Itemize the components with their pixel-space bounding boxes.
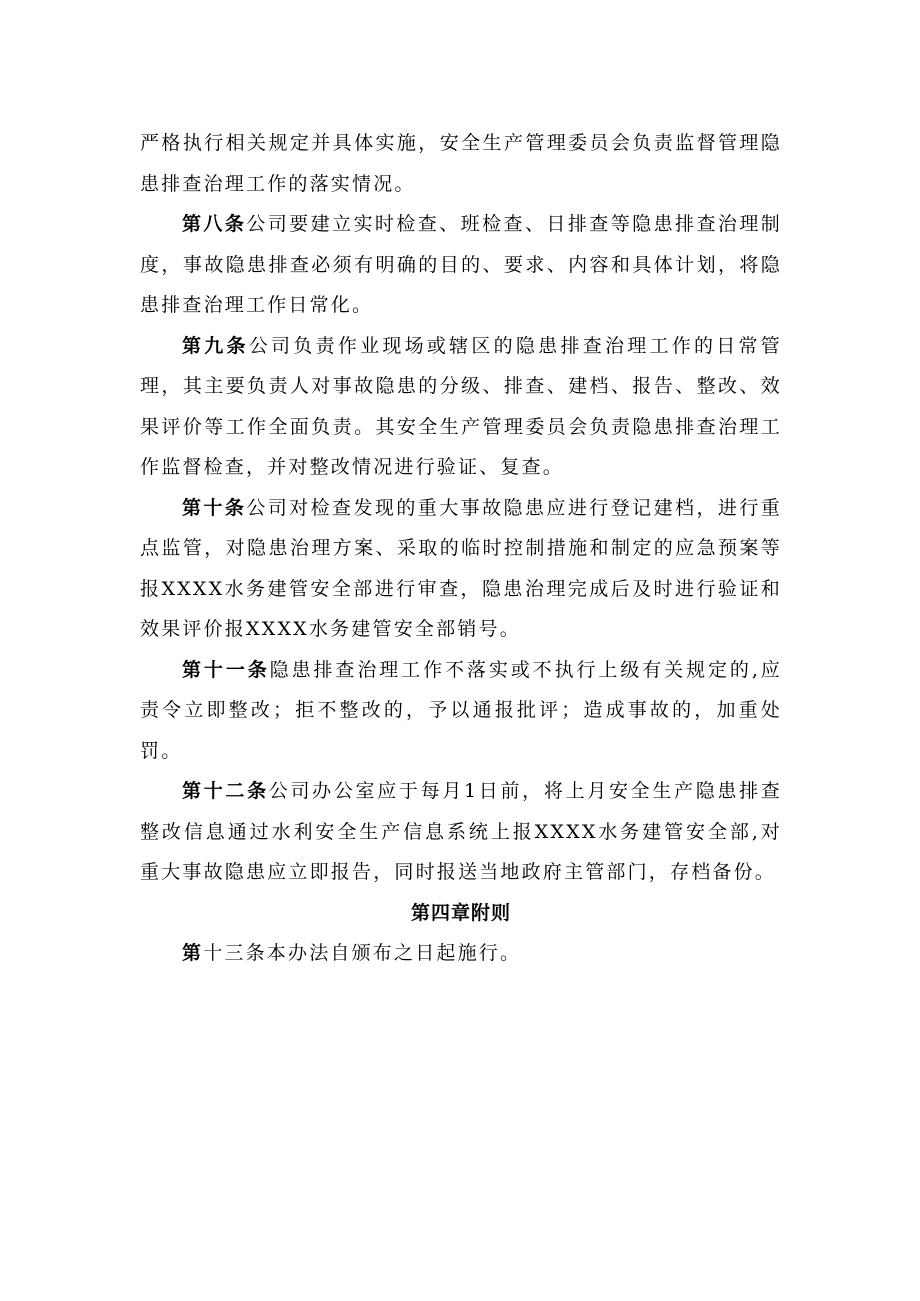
article-text: 公司要建立实时检查、班检查、日排查等隐患排查治理制度，事故隐患排查必须有明确的目的、要求、内容和具体计划，将隐患排查治理工作日常化。: [140, 213, 782, 316]
article-label: 第九条: [182, 334, 249, 357]
article-text: 公司负责作业现场或辖区的隐患排查治理工作的日常管理，其主要负责人对事故隐患的分级、排查、建档、报告、整改、效果评价等工作全面负责。其安全生产管理委员会负责隐患排查治理工作监督检查，并对整改情况进行验证、复查。: [140, 334, 782, 478]
article-label: 第: [182, 942, 204, 964]
article-label: 第十一条: [182, 658, 270, 681]
article-text: 公司办公室应于每月1日前，将上月安全生产隐患排查整改信息通过水利安全生产信息系统上报XXXX水务建管安全部,对重大事故隐患应立即报告，同时报送当地政府主管部门，存档备份。: [140, 780, 782, 883]
article-label: 第八条: [182, 213, 247, 235]
article-12: [140, 771, 782, 893]
article-11: [140, 650, 782, 772]
document-page: [140, 123, 782, 974]
article-text: 公司对检查发现的重大事故隐患应进行登记建档，进行重点监管，对隐患治理方案、采取的临时控制措施和制定的应急预案等报XXXX水务建管安全部进行审查，隐患治理完成后及时进行验证和效果评价报XXXX水务建管安全部销号。: [140, 496, 782, 640]
article-13: [140, 933, 782, 974]
article-text: 十三条本办法自颁布之日起施行。: [203, 942, 522, 964]
article-text: 隐患排查治理工作不落实或不执行上级有关规定的,应责令立即整改；拒不整改的，予以通报批评；造成事故的，加重处罚。: [140, 658, 782, 762]
article-9: [140, 326, 782, 488]
paragraph-continued: 严格执行相关规定并具体实施，安全生产管理委员会负责监督管理隐患排查治理工作的落实情况。: [140, 132, 782, 195]
article-8: [140, 204, 782, 326]
article-label: 第十二条: [182, 780, 269, 802]
article-10: [140, 488, 782, 650]
article-label: 第十条: [182, 496, 247, 519]
chapter-heading: 第四章附则: [410, 901, 511, 924]
